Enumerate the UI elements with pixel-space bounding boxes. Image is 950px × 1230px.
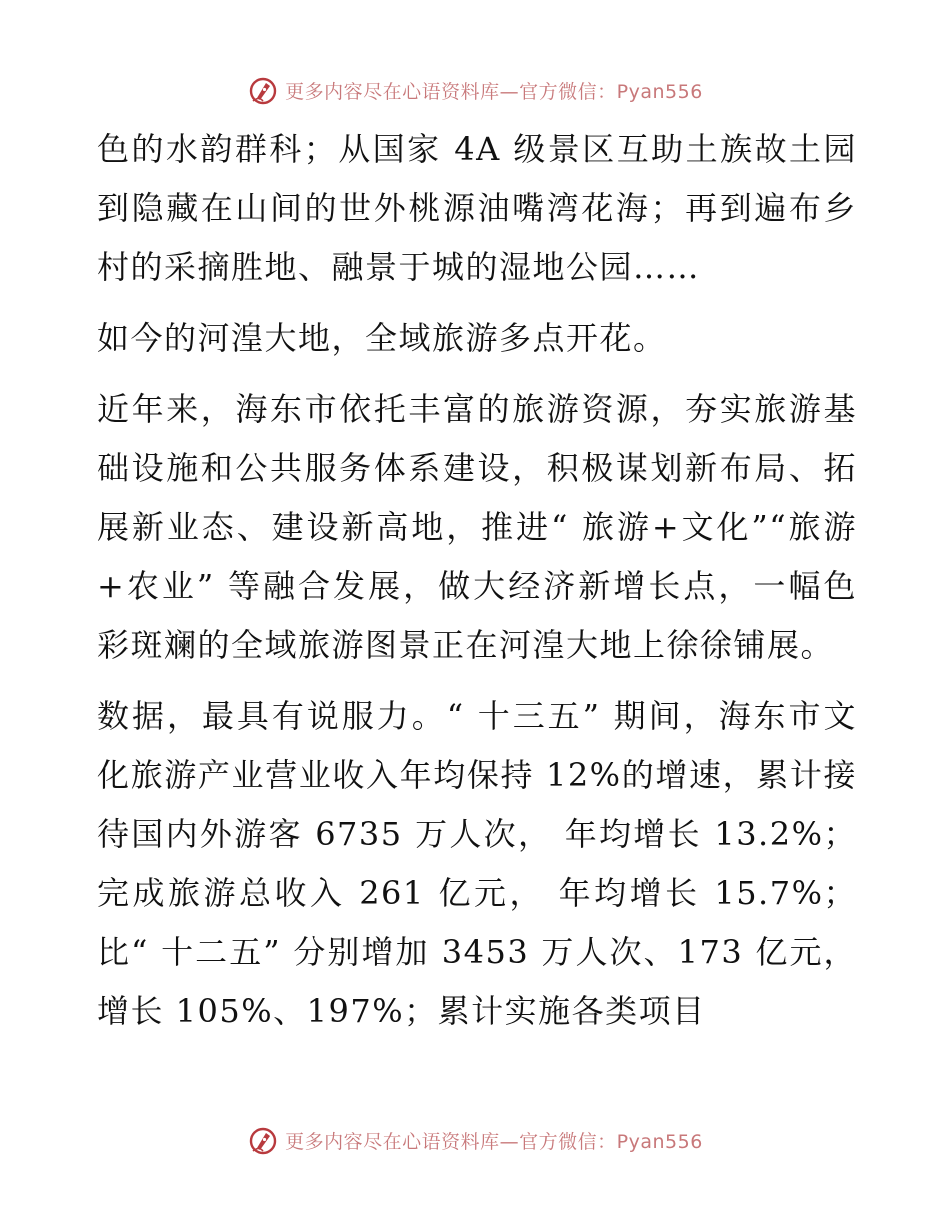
- paragraph-2: 如今的河湟大地，全域旅游多点开花。: [97, 319, 667, 357]
- watermark-text: 更多内容尽在心语资料库—官方微信：Pyan556: [285, 80, 703, 103]
- pen-nib-circle-icon: [247, 74, 279, 106]
- footer-watermark: [0, 1120, 950, 1160]
- header-watermark: [0, 70, 950, 110]
- paragraph-1: 色的水韵群科；从国家 4A 级景区互助土族故土园到隐藏在山间的世外桃源油嘴湾花海；再到遍布乡村的采摘胜地、融景于城的湿地公园……: [97, 130, 857, 286]
- document-body: [97, 120, 857, 1041]
- watermark-text: 更多内容尽在心语资料库—官方微信：Pyan556: [285, 1130, 703, 1153]
- paragraph-3: 近年来，海东市依托丰富的旅游资源，夯实旅游基础设施和公共服务体系建设，积极谋划新布局、拓展新业态、建设新高地，推进“ 旅游+文化”“旅游+农业” 等融合发展，做大经济新增长点，一幅色彩斑斓的全域旅游图景正在河湟大地上徐徐铺展。: [97, 390, 857, 664]
- paragraph-4: 数据，最具有说服力。“ 十三五” 期间，海东市文化旅游产业营业收入年均保持 12%的增速，累计接待国内外游客 6735 万人次， 年均增长 13.2%； 完成旅游总收入 261 亿元， 年均增长 15.7%；比“ 十二五” 分别增加 3453 万人次、173 亿元，增长 105%、197%；累计实施各类项目: [97, 697, 857, 1030]
- pen-nib-circle-icon: [247, 1124, 279, 1156]
